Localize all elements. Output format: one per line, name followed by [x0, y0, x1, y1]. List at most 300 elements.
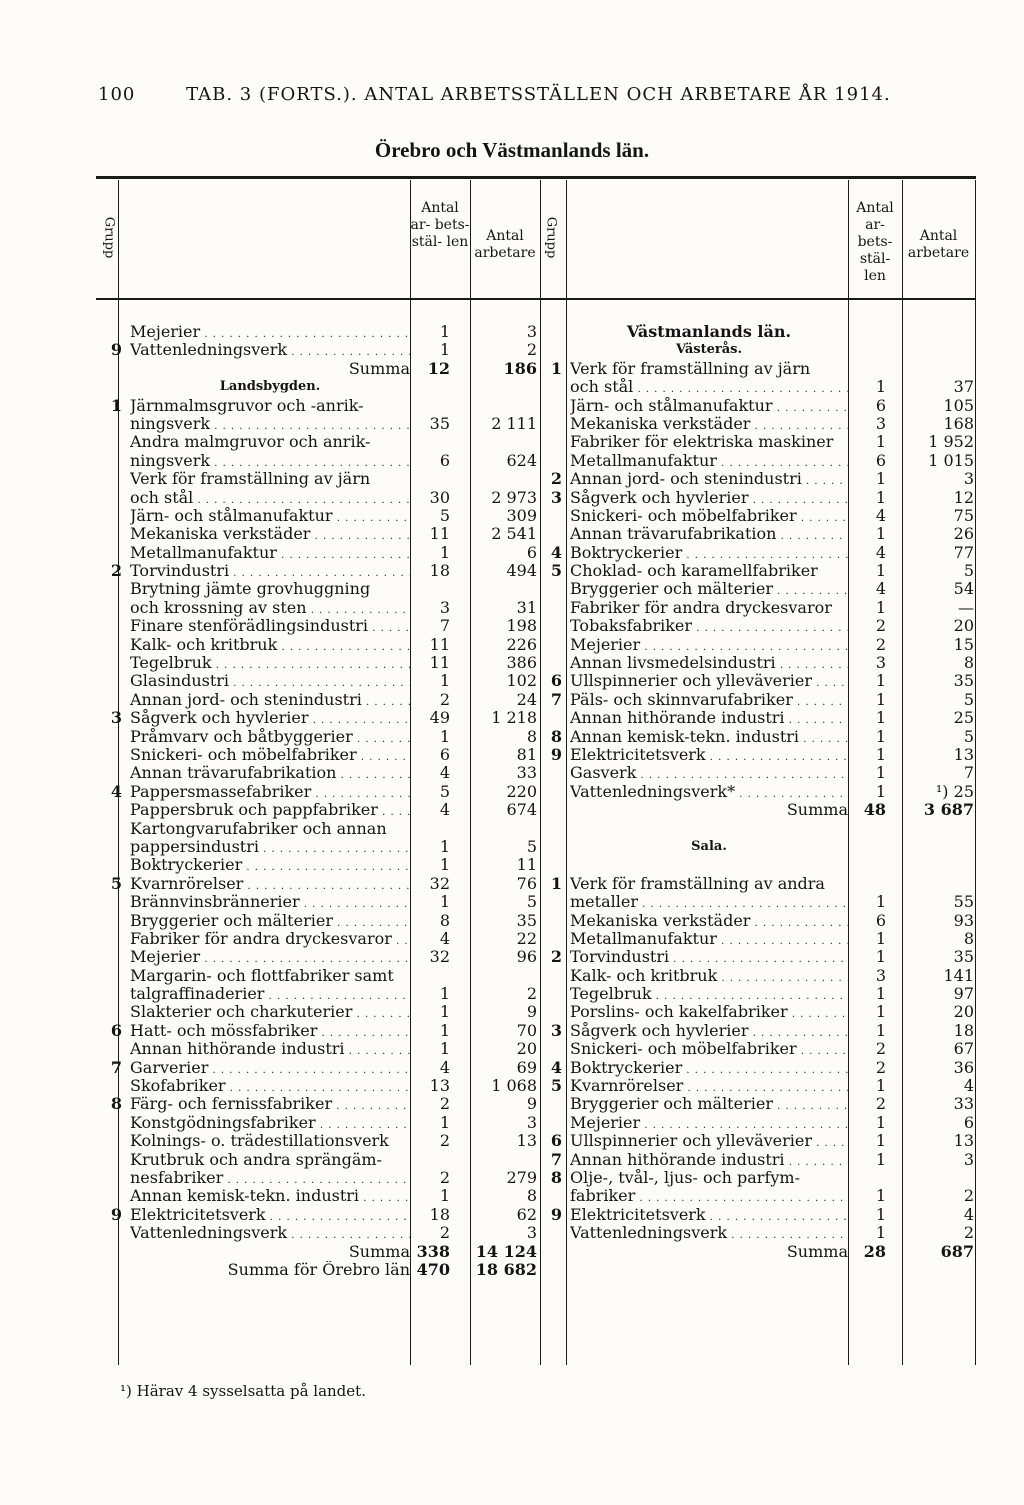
workplaces-value: 13 — [429, 1076, 450, 1096]
workplaces-value: 6 — [875, 395, 886, 415]
industry-label: Brännvinsbrännerier . . . — [130, 893, 410, 914]
group-number: 6 — [110, 1020, 122, 1040]
group-header-left: Grupp — [101, 216, 117, 259]
group-number: 1 — [550, 358, 562, 378]
group-number: 4 — [110, 781, 122, 801]
industry-label: Summa — [786, 801, 848, 820]
industry-label: Fabriker för andra dryckesvaror . . . — [130, 930, 410, 951]
industry-label: Boktryckerier . . . — [570, 1059, 848, 1080]
industry-label: Bryggerier och mälterier . . . — [570, 1095, 848, 1116]
workplaces-value: 49 — [429, 708, 450, 728]
industry-label: Västmanlands län. — [626, 323, 792, 341]
workers-value: 18 — [953, 1020, 974, 1040]
workplaces-value: 5 — [439, 781, 450, 801]
industry-label: Kolnings- o. trädestillationsverk — [130, 1132, 389, 1151]
workers-value: 1 015 — [928, 450, 974, 470]
industry-label: Elektricitetsverk . . . — [570, 1206, 848, 1227]
group-number: 3 — [550, 487, 562, 507]
workplaces-value: 1 — [875, 1131, 886, 1151]
workers-value: 96 — [516, 947, 537, 967]
workers-value: 37 — [953, 377, 974, 397]
table-caption: TAB. 3 (FORTS.). ANTAL ARBETSSTÄLLEN OCH ARBETARE ÅR 1914. — [186, 84, 891, 105]
workplaces-value: 32 — [429, 947, 450, 967]
industry-label: Verk för framställning av järn — [130, 470, 371, 489]
industry-label: pappersindustri . . . — [130, 838, 410, 859]
industry-label: Fabriker för andra dryckesvaror — [570, 598, 832, 617]
industry-label: Annan jord- och stenindustri . . . — [130, 691, 410, 712]
industry-label: Garverier . . . — [130, 1059, 410, 1080]
workers-value: 2 — [526, 340, 537, 360]
workplaces-value: 4 — [875, 505, 886, 525]
industry-label: Verk för framställning av järn — [570, 359, 811, 378]
workers-value: 309 — [506, 505, 537, 525]
group-number: 2 — [110, 561, 122, 581]
group-number: 8 — [550, 1167, 562, 1187]
industry-label: Pappersmassefabriker . . . — [130, 783, 410, 804]
workplaces-value: 1 — [439, 322, 450, 341]
industry-label: Summa — [786, 1242, 848, 1261]
workplaces-value: 8 — [439, 910, 450, 930]
workplaces-value: 6 — [875, 910, 886, 930]
workers-value: 5 — [963, 689, 974, 709]
industry-label: Konstgödningsfabriker . . . — [130, 1114, 410, 1135]
group-number: 1 — [110, 395, 122, 415]
workers-value: 54 — [953, 579, 974, 599]
workplaces-value: 1 — [875, 781, 886, 801]
industry-label: Bryggerier och mälterier . . . — [570, 580, 848, 601]
workplaces-value: 3 — [875, 413, 886, 433]
industry-label: Sala. — [691, 838, 727, 854]
workplaces-value: 1 — [875, 561, 886, 581]
industry-label: och stål . . . — [570, 378, 848, 399]
group-number: 7 — [110, 1057, 122, 1077]
workplaces-value: 1 — [439, 836, 450, 856]
industry-label: Pråmvarv och båtbyggerier . . . — [130, 728, 410, 749]
industry-label: Färg- och fernissfabriker . . . — [130, 1095, 410, 1116]
workplaces-value: 1 — [439, 1002, 450, 1022]
workers-value: 5 — [526, 892, 537, 912]
workers-value: 2 — [963, 1186, 974, 1206]
industry-label: Vattenledningsverk . . . — [570, 1224, 848, 1245]
workers-value: 81 — [516, 744, 537, 764]
industry-label: Kartongvarufabriker och annan — [130, 819, 387, 838]
workers-value: 67 — [953, 1039, 974, 1059]
workers-value: 687 — [940, 1241, 974, 1261]
industry-label: ningsverk . . . — [130, 452, 410, 473]
group-number: 6 — [550, 1131, 562, 1151]
workplaces-value: 32 — [429, 873, 450, 893]
workplaces-value: 2 — [439, 1167, 450, 1187]
industry-label: Elektricitetsverk . . . — [570, 746, 848, 767]
workers-value: 31 — [516, 597, 537, 617]
workers-value: 102 — [506, 671, 537, 691]
workers-value: 3 — [526, 1112, 537, 1132]
workplaces-value: 1 — [875, 524, 886, 544]
header-rule — [96, 298, 976, 300]
industry-label: Tegelbruk . . . — [130, 654, 410, 675]
workplaces-value: 18 — [429, 1204, 450, 1224]
workplaces-value: 2 — [439, 689, 450, 709]
industry-label: Kalk- och kritbruk . . . — [570, 967, 848, 988]
industry-label: Vattenledningsverk . . . — [130, 1224, 410, 1245]
industry-label: Boktryckerier . . . — [570, 544, 848, 565]
industry-label: Kvarnrörelser . . . — [130, 875, 410, 896]
workers-value: 33 — [516, 763, 537, 783]
workers-value: 624 — [506, 450, 537, 470]
workplaces-value: 4 — [439, 928, 450, 948]
group-number: 3 — [550, 1020, 562, 1040]
industry-label: Järn- och stålmanufaktur . . . — [130, 507, 410, 528]
industry-label: Mejerier . . . — [130, 323, 410, 344]
workers-value: 3 687 — [923, 800, 974, 820]
workers-value: 97 — [953, 984, 974, 1004]
workplaces-value: 1 — [875, 1204, 886, 1224]
group-number: 5 — [110, 873, 122, 893]
industry-label: Landsbygden. — [219, 379, 321, 395]
workplaces-value: 1 — [875, 708, 886, 728]
group-header-right: Grupp — [543, 216, 559, 259]
workplaces-value: 1 — [875, 947, 886, 967]
industry-label: Sågverk och hyvlerier . . . — [570, 1022, 848, 1043]
industry-label: Päls- och skinnvarufabriker . . . — [570, 691, 848, 712]
workplaces-value: 12 — [427, 358, 450, 378]
workplaces-value: 48 — [863, 800, 886, 820]
group-number: 4 — [550, 542, 562, 562]
industry-label: Snickeri- och möbelfabriker . . . — [570, 507, 848, 528]
industry-label: Hatt- och mössfabriker . . . — [130, 1022, 410, 1043]
industry-label: Tobaksfabriker . . . — [570, 617, 848, 638]
industry-label: Ullspinnerier och ylleväverier . . . — [570, 1132, 848, 1153]
industry-label: Elektricitetsverk . . . — [130, 1206, 410, 1227]
industry-label: Finare stenförädlingsindustri . . . — [130, 617, 410, 638]
industry-label: och krossning av sten . . . — [130, 599, 410, 620]
industry-label: Porslins- och kakelfabriker . . . — [570, 1003, 848, 1024]
industry-label: Torvindustri . . . — [130, 562, 410, 583]
group-number: 1 — [550, 873, 562, 893]
industry-label: Annan livsmedelsindustri . . . — [570, 654, 848, 675]
workplaces-value: 1 — [439, 984, 450, 1004]
workplaces-value: 2 — [439, 1131, 450, 1151]
workers-value: 1 952 — [928, 432, 974, 452]
industry-label: Fabriker för elektriska maskiner — [570, 433, 834, 452]
workers-value: 3 — [963, 469, 974, 489]
workplaces-header-right: Antal ar- bets- stäl- len — [856, 200, 894, 284]
group-number: 9 — [550, 1204, 562, 1224]
industry-label: Skofabriker . . . — [130, 1077, 410, 1098]
right-edge — [975, 180, 976, 1365]
workers-value: 20 — [953, 616, 974, 636]
industry-label: Sågverk och hyvlerier . . . — [570, 489, 848, 510]
group-number: 5 — [550, 561, 562, 581]
workers-value: 5 — [526, 836, 537, 856]
workplaces-value: 2 — [875, 1057, 886, 1077]
industry-label: Krutbruk och andra sprängäm- — [130, 1150, 382, 1169]
workers-value: 226 — [506, 634, 537, 654]
workers-value: 15 — [953, 634, 974, 654]
group-number: 2 — [550, 947, 562, 967]
workers-value: 5 — [963, 726, 974, 746]
workers-value: ¹) 25 — [935, 781, 974, 801]
group-number: 9 — [550, 744, 562, 764]
workers-value: 69 — [516, 1057, 537, 1077]
workers-value: 14 124 — [475, 1241, 537, 1261]
industry-label: Mekaniska verkstäder . . . — [130, 525, 410, 546]
workers-value: 26 — [953, 524, 974, 544]
industry-label: Torvindustri . . . — [570, 948, 848, 969]
workplaces-value: 1 — [439, 542, 450, 562]
workers-value: 36 — [953, 1057, 974, 1077]
workers-header-left: Antal arbetare — [474, 228, 536, 261]
workplaces-value: 1 — [875, 1149, 886, 1169]
workplaces-value: 1 — [875, 1002, 886, 1022]
group-number: 6 — [550, 671, 562, 691]
industry-label: Mejerier . . . — [570, 636, 848, 657]
industry-label: Järn- och stålmanufaktur . . . — [570, 397, 848, 418]
workers-value: 55 — [953, 892, 974, 912]
workplaces-value: 1 — [875, 763, 886, 783]
workers-value: 70 — [516, 1020, 537, 1040]
group-number: 8 — [550, 726, 562, 746]
workplaces-value: 1 — [875, 1020, 886, 1040]
industry-label: Verk för framställning av andra — [570, 874, 825, 893]
industry-label: Snickeri- och möbelfabriker . . . — [130, 746, 410, 767]
industry-label: Annan hithörande industri . . . — [570, 1151, 848, 1172]
workplaces-value: 2 — [875, 616, 886, 636]
workplaces-value: 1 — [439, 1039, 450, 1059]
workers-value: 8 — [963, 928, 974, 948]
workplaces-value: 2 — [875, 634, 886, 654]
workplaces-value: 1 — [439, 1020, 450, 1040]
workplaces-value: 1 — [875, 1223, 886, 1243]
workers-value: 35 — [516, 910, 537, 930]
workplaces-value: 338 — [416, 1241, 450, 1261]
workplaces-value: 4 — [439, 800, 450, 820]
industry-label: fabriker . . . — [570, 1187, 848, 1208]
industry-label: Annan hithörande industri . . . — [570, 709, 848, 730]
group-number: 9 — [110, 340, 122, 360]
industry-label: Brytning jämte grovhuggning — [130, 580, 371, 599]
workers-value: 76 — [516, 873, 537, 893]
workplaces-value: 1 — [875, 671, 886, 691]
industry-label: Annan kemisk-tekn. industri . . . — [130, 1187, 410, 1208]
workplaces-value: 1 — [875, 984, 886, 1004]
workplaces-value: 1 — [439, 340, 450, 360]
workplaces-value: 6 — [875, 450, 886, 470]
workers-value: 93 — [953, 910, 974, 930]
group-number: 5 — [550, 1076, 562, 1096]
workers-value: 8 — [963, 653, 974, 673]
workers-value: 4 — [963, 1076, 974, 1096]
workplaces-value: 1 — [875, 744, 886, 764]
workers-value: 168 — [943, 413, 974, 433]
industry-label: Tegelbruk . . . — [570, 985, 848, 1006]
workplaces-header-left: Antal ar- bets- stäl- len — [410, 200, 470, 250]
workplaces-value: 1 — [875, 726, 886, 746]
workers-value: 13 — [516, 1131, 537, 1151]
workers-value: 62 — [516, 1204, 537, 1224]
workplaces-value: 1 — [875, 597, 886, 617]
workplaces-value: 4 — [439, 1057, 450, 1077]
workplaces-value: 2 — [439, 1094, 450, 1114]
industry-label: talgraffinaderier . . . — [130, 985, 410, 1006]
group-number: 7 — [550, 1149, 562, 1169]
workers-value: 198 — [506, 616, 537, 636]
group-number: 8 — [110, 1094, 122, 1114]
workplaces-value: 6 — [439, 450, 450, 470]
workers-value: 24 — [516, 689, 537, 709]
workers-value: 6 — [526, 542, 537, 562]
industry-label: Annan trävarufabrikation . . . — [130, 764, 410, 785]
page-header — [98, 84, 891, 105]
workplaces-value: 1 — [439, 671, 450, 691]
industry-label: metaller . . . — [570, 893, 848, 914]
workers-header-right: Antal arbetare — [907, 228, 970, 261]
workers-value: 186 — [503, 358, 537, 378]
workplaces-value: 11 — [429, 634, 450, 654]
industry-label: Annan hithörande industri . . . — [130, 1040, 410, 1061]
workers-value: 22 — [516, 928, 537, 948]
workers-value: 3 — [526, 322, 537, 341]
industry-label: Vattenledningsverk* . . . — [570, 783, 848, 804]
group-number: 2 — [550, 469, 562, 489]
industry-label: Kalk- och kritbruk . . . — [130, 636, 410, 657]
industry-label: Kvarnrörelser . . . — [570, 1077, 848, 1098]
industry-label: Summa — [348, 1242, 410, 1261]
workers-value: 105 — [943, 395, 974, 415]
workplaces-value: 4 — [875, 579, 886, 599]
workers-value: 8 — [526, 726, 537, 746]
page-number: 100 — [98, 84, 136, 105]
region-title: Örebro och Västmanlands län. — [374, 138, 650, 162]
workers-value: 494 — [506, 561, 537, 581]
industry-label: ningsverk . . . — [130, 415, 410, 436]
workers-value: 9 — [526, 1094, 537, 1114]
workplaces-value: 3 — [875, 653, 886, 673]
workplaces-value: 28 — [863, 1241, 886, 1261]
group-number: 9 — [110, 1204, 122, 1224]
workplaces-value: 1 — [875, 1076, 886, 1096]
workers-value: 20 — [953, 1002, 974, 1022]
workplaces-value: 5 — [439, 505, 450, 525]
industry-label: Margarin- och flottfabriker samt — [130, 966, 394, 985]
workplaces-value: 1 — [439, 855, 450, 875]
industry-label: Västerås. — [675, 342, 743, 358]
workers-value: 3 — [963, 1149, 974, 1169]
industry-label: Metallmanufaktur . . . — [570, 452, 848, 473]
workplaces-value: 1 — [875, 928, 886, 948]
workers-value: 35 — [953, 947, 974, 967]
industry-label: Mekaniska verkstäder . . . — [570, 415, 848, 436]
workplaces-value: 18 — [429, 561, 450, 581]
industry-label: och stål . . . — [130, 489, 410, 510]
workers-value: 141 — [943, 965, 974, 985]
workplaces-value: 1 — [875, 487, 886, 507]
industry-label: Järnmalmsgruvor och -anrik- — [130, 396, 364, 415]
workers-value: 20 — [516, 1039, 537, 1059]
industry-label: Pappersbruk och pappfabriker . . . — [130, 801, 410, 822]
workers-value: 2 541 — [491, 524, 537, 544]
workers-value: 4 — [963, 1204, 974, 1224]
workplaces-value: 2 — [875, 1094, 886, 1114]
industry-label: Andra malmgruvor och anrik- — [130, 433, 371, 452]
workplaces-value: 470 — [416, 1259, 450, 1279]
industry-label: Metallmanufaktur . . . — [130, 544, 410, 565]
industry-label: Mejerier . . . — [570, 1114, 848, 1135]
industry-label: Metallmanufaktur . . . — [570, 930, 848, 951]
workplaces-value: 1 — [439, 892, 450, 912]
workplaces-value: 1 — [439, 726, 450, 746]
workplaces-value: 3 — [875, 965, 886, 985]
industry-label: Slakterier och charkuterier . . . — [130, 1003, 410, 1024]
workplaces-value: 4 — [439, 763, 450, 783]
workers-value: 279 — [506, 1167, 537, 1187]
industry-label: nesfabriker . . . — [130, 1169, 410, 1190]
workplaces-value: 1 — [875, 377, 886, 397]
workplaces-value: 1 — [875, 1112, 886, 1132]
workplaces-value: 11 — [429, 524, 450, 544]
workplaces-value: 3 — [439, 597, 450, 617]
workers-value: 2 973 — [491, 487, 537, 507]
workers-value: 2 — [963, 1223, 974, 1243]
workplaces-value: 1 — [875, 469, 886, 489]
workers-value: 35 — [953, 671, 974, 691]
industry-label: Snickeri- och möbelfabriker . . . — [570, 1040, 848, 1061]
workplaces-value: 7 — [439, 616, 450, 636]
workers-value: 12 — [953, 487, 974, 507]
workplaces-value: 11 — [429, 653, 450, 673]
industry-label: Vattenledningsverk . . . — [130, 341, 410, 362]
workplaces-value: 35 — [429, 413, 450, 433]
workers-value: 1 068 — [491, 1076, 537, 1096]
workers-value: — — [958, 597, 974, 617]
workplaces-value: 1 — [875, 432, 886, 452]
workers-value: 75 — [953, 505, 974, 525]
workplaces-value: 30 — [429, 487, 450, 507]
workplaces-value: 6 — [439, 744, 450, 764]
footnote: ¹) Härav 4 sysselsatta på landet. — [120, 1382, 366, 1400]
workers-value: 9 — [526, 1002, 537, 1022]
workers-value: 6 — [963, 1112, 974, 1132]
workplaces-value: 1 — [875, 892, 886, 912]
workers-value: 8 — [526, 1186, 537, 1206]
industry-label: Mekaniska verkstäder . . . — [570, 912, 848, 933]
industry-label: Mejerier . . . — [130, 948, 410, 969]
workplaces-value: 1 — [875, 1186, 886, 1206]
workers-value: 13 — [953, 744, 974, 764]
industry-label: Bryggerier och mälterier . . . — [130, 912, 410, 933]
group-number: 3 — [110, 708, 122, 728]
workers-value: 2 111 — [491, 413, 537, 433]
workplaces-value: 2 — [875, 1039, 886, 1059]
industry-label: Annan jord- och stenindustri . . . — [570, 470, 848, 491]
workers-value: 3 — [526, 1223, 537, 1243]
workplaces-value: 1 — [875, 689, 886, 709]
workplaces-value: 4 — [875, 542, 886, 562]
industry-label: Glasindustri . . . — [130, 672, 410, 693]
workers-value: 77 — [953, 542, 974, 562]
workers-value: 2 — [526, 984, 537, 1004]
workers-value: 386 — [506, 653, 537, 673]
industry-label: Ullspinnerier och ylleväverier . . . — [570, 672, 848, 693]
workers-value: 7 — [963, 763, 974, 783]
workplaces-value: 1 — [439, 1186, 450, 1206]
workers-value: 5 — [963, 561, 974, 581]
workers-value: 13 — [953, 1131, 974, 1151]
industry-label: Annan kemisk-tekn. industri . . . — [570, 728, 848, 749]
workplaces-value: 1 — [439, 1112, 450, 1132]
industry-label: Sågverk och hyvlerier . . . — [130, 709, 410, 730]
industry-label: Summa för Örebro län — [227, 1260, 410, 1279]
